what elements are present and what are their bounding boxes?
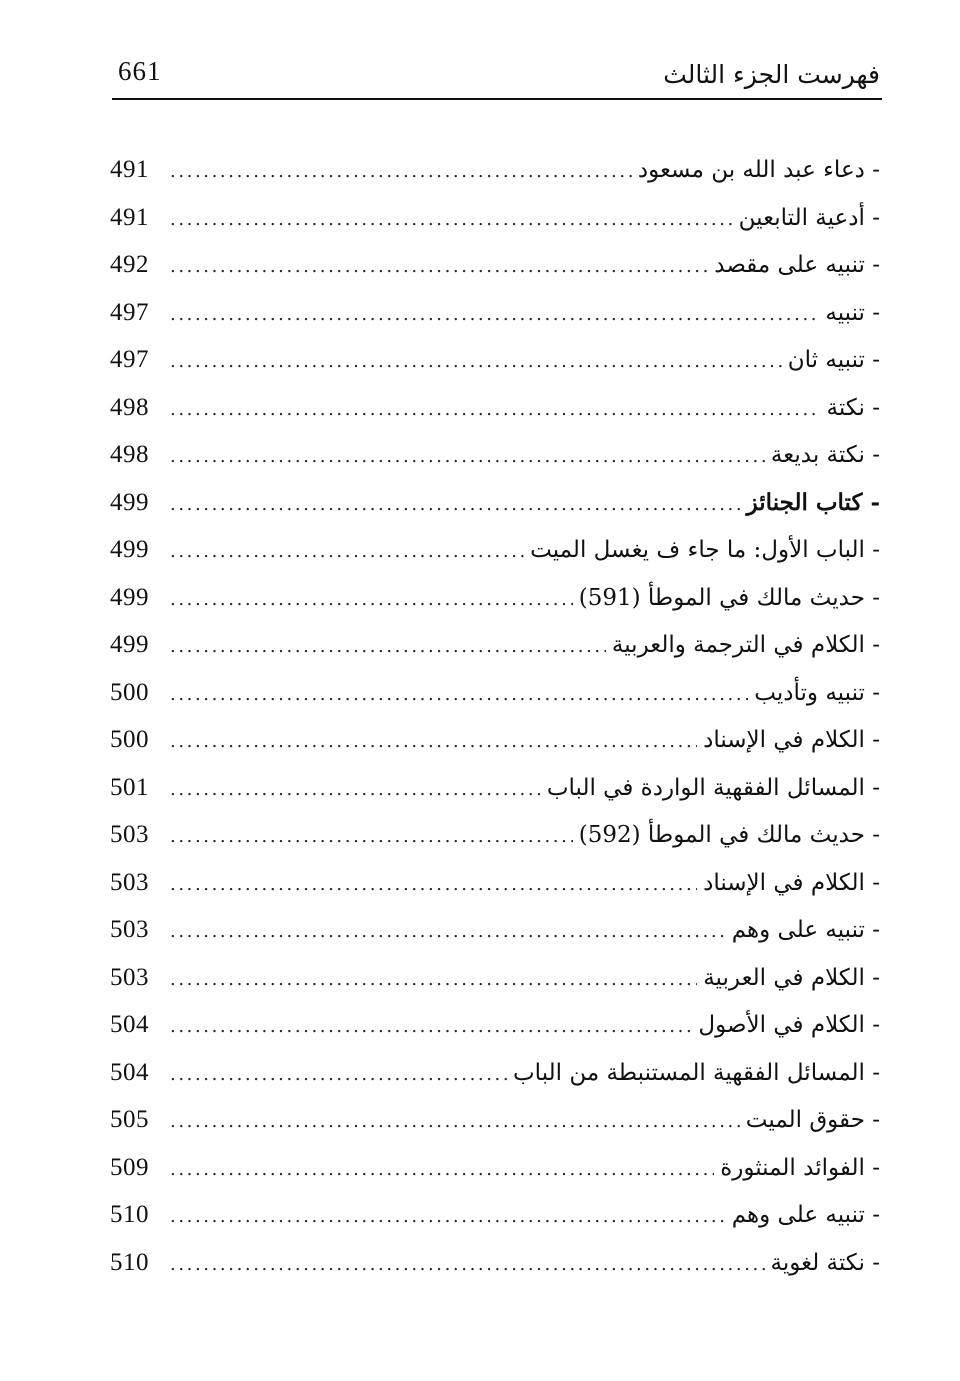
dot-leader <box>170 528 524 576</box>
page-header <box>112 52 882 100</box>
toc-entry-title: - نكتة بديعة <box>770 442 880 468</box>
toc-entry <box>110 1096 880 1144</box>
toc-entry <box>110 336 880 384</box>
running-title: فهرست الجزء الثالث <box>663 60 880 89</box>
dot-leader <box>170 243 708 291</box>
toc-entry-title: - المسائل الفقهية المستنبطة من الباب <box>513 1059 880 1086</box>
toc-entry <box>110 1239 880 1287</box>
dot-leader <box>170 956 697 1004</box>
toc-entry <box>110 479 880 527</box>
toc-entry-title: - تنبيه وتأديب <box>754 679 880 706</box>
toc-entry-title: - تنبيه على وهم <box>731 1202 880 1228</box>
toc-entry <box>110 241 880 289</box>
table-of-contents <box>110 146 880 1286</box>
toc-entry <box>110 1191 880 1239</box>
toc-entry-page: 497 <box>110 346 149 373</box>
toc-entry <box>110 859 880 907</box>
dot-leader <box>170 766 541 814</box>
toc-entry-page: 491 <box>110 203 149 231</box>
toc-entry-page: 498 <box>110 393 149 421</box>
toc-entry-title: - الكلام في الترجمة والعربية <box>611 632 880 658</box>
toc-entry-page: 505 <box>110 1106 149 1133</box>
toc-entry-title: - الباب الأول: ما جاء ف يغسل الميت <box>530 537 880 563</box>
toc-entry-title: - دعاء عبد الله بن مسعود <box>637 157 880 183</box>
page-number: 661 <box>118 56 162 86</box>
dot-leader <box>170 1003 692 1051</box>
toc-entry-title: - حقوق الميت <box>745 1107 880 1133</box>
dot-leader <box>170 1146 714 1194</box>
toc-entry <box>110 431 880 479</box>
toc-entry-page: 499 <box>110 536 149 563</box>
toc-entry <box>110 669 880 717</box>
toc-entry-title: - نكتة لغوية <box>770 1249 880 1276</box>
toc-entry-title: - الكلام في الإسناد <box>703 727 880 753</box>
toc-entry <box>110 621 880 669</box>
dot-leader <box>170 291 819 339</box>
dot-leader <box>170 1193 726 1241</box>
dot-leader <box>170 148 632 196</box>
toc-entry-page: 499 <box>110 583 149 611</box>
toc-entry-page: 497 <box>110 298 149 326</box>
toc-entry <box>110 574 880 622</box>
toc-entry-title: - الكلام في الإسناد <box>703 869 880 896</box>
toc-entry <box>110 906 880 954</box>
toc-entry-page: 503 <box>110 821 149 848</box>
toc-entry-page: 509 <box>110 1153 149 1181</box>
dot-leader <box>170 1051 507 1099</box>
toc-entry <box>110 194 880 242</box>
dot-leader <box>170 861 697 909</box>
toc-entry <box>110 716 880 764</box>
toc-entry-page: 504 <box>110 1011 149 1038</box>
toc-entry-page: 501 <box>110 773 149 801</box>
dot-leader <box>170 433 765 481</box>
toc-entry-page: 500 <box>110 678 149 706</box>
toc-entry-title: - حديث مالك في الموطأ (592) <box>578 822 880 848</box>
dot-leader <box>170 908 726 956</box>
toc-entry-page: 499 <box>110 631 149 658</box>
toc-entry-title: - تنبيه على وهم <box>731 917 880 943</box>
toc-entry <box>110 146 880 194</box>
dot-leader <box>170 1098 740 1146</box>
toc-entry-title: - تنبيه على مقصد <box>714 252 880 278</box>
toc-entry-title: - تنبيه ثان <box>787 347 880 373</box>
toc-entry-page: 491 <box>110 156 149 183</box>
dot-leader <box>170 671 748 719</box>
toc-entry <box>110 764 880 812</box>
dot-leader <box>170 481 741 529</box>
toc-entry-page: 492 <box>110 251 149 278</box>
toc-entry <box>110 811 880 859</box>
dot-leader <box>170 196 733 244</box>
toc-entry-page: 510 <box>110 1248 149 1276</box>
toc-entry-title: - حديث مالك في الموطأ (591) <box>578 584 880 611</box>
dot-leader <box>170 576 573 624</box>
toc-entry-page: 504 <box>110 1058 149 1086</box>
dot-leader <box>170 718 697 766</box>
toc-entry-title: - المسائل الفقهية الواردة في الباب <box>546 774 880 801</box>
toc-entry-page: 503 <box>110 868 149 896</box>
dot-leader <box>170 813 573 861</box>
toc-entry-page: 510 <box>110 1201 149 1228</box>
dot-leader <box>170 338 782 386</box>
toc-entry-page: 503 <box>110 916 149 943</box>
toc-entry <box>110 289 880 337</box>
toc-entry <box>110 1049 880 1097</box>
toc-entry-title: - كتاب الجنائز <box>746 488 880 516</box>
toc-entry-title: - أدعية التابعين <box>738 204 880 231</box>
toc-entry-page: 499 <box>110 488 149 516</box>
toc-entry <box>110 1144 880 1192</box>
toc-entry-title: - الكلام في الأصول <box>698 1012 880 1038</box>
toc-entry-title: - الكلام في العربية <box>703 964 880 991</box>
toc-entry-page: 498 <box>110 441 149 468</box>
toc-entry-title: - نكتة <box>826 394 880 421</box>
toc-entry-title: - تنبيه <box>825 299 880 326</box>
toc-entry <box>110 1001 880 1049</box>
toc-entry-page: 503 <box>110 963 149 991</box>
toc-entry <box>110 384 880 432</box>
toc-entry-title: - الفوائد المنثورة <box>720 1154 880 1181</box>
toc-entry <box>110 954 880 1002</box>
toc-entry-page: 500 <box>110 726 149 753</box>
dot-leader <box>170 1241 765 1289</box>
toc-entry <box>110 526 880 574</box>
dot-leader <box>170 623 606 671</box>
dot-leader <box>170 386 821 434</box>
